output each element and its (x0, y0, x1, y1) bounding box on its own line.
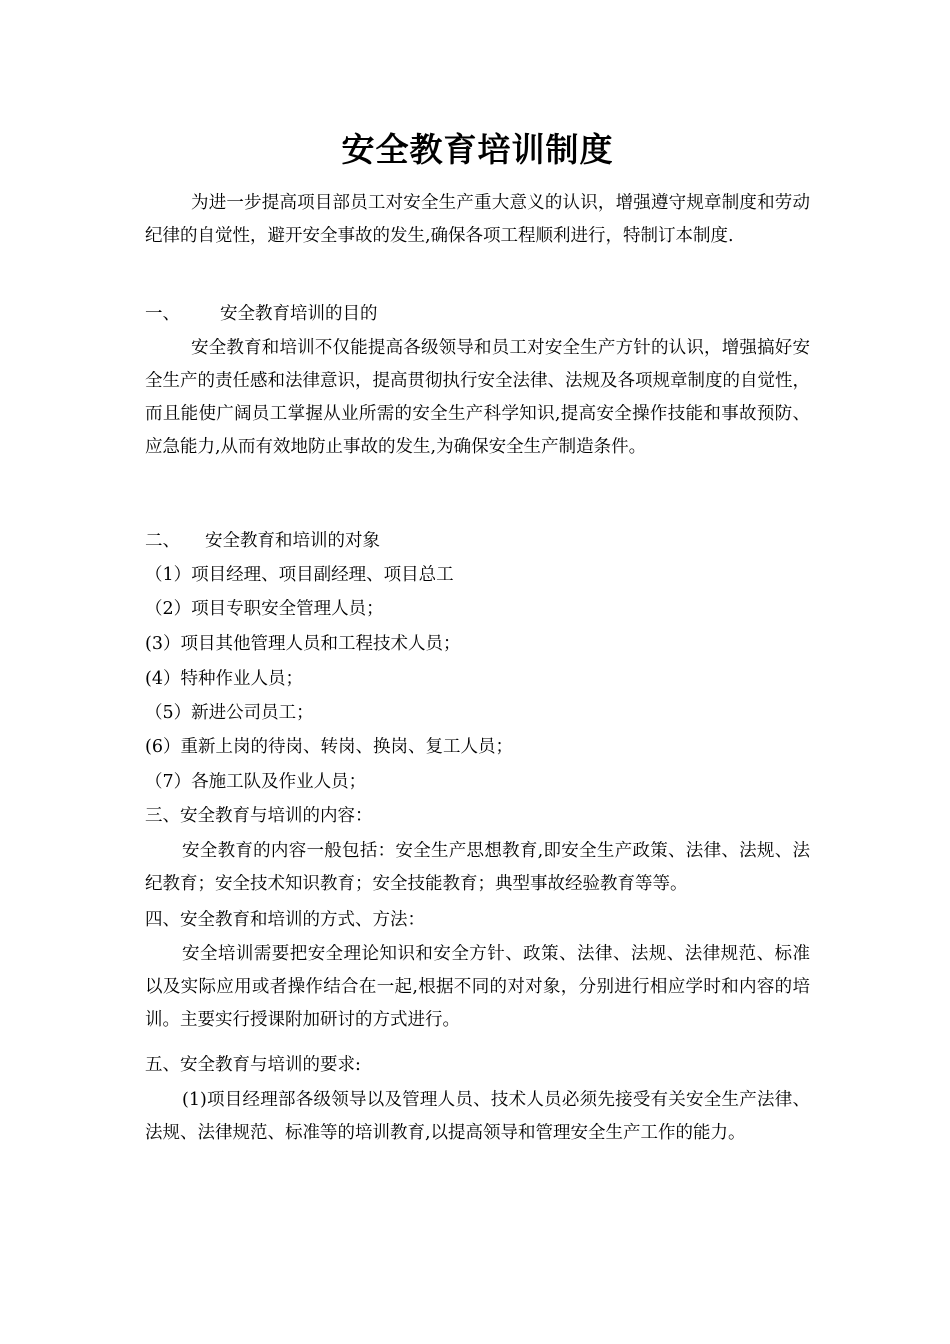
target-item: (4）特种作业人员； (145, 669, 303, 689)
intro-paragraph: 为进一步提高项目部员工对安全生产重大意义的认识，增强遵守规章制度和劳动纪律的自觉性，避开安全事故的发生,确保各项工程顺利进行，特制订本制度. (145, 193, 810, 246)
section-5-heading: 五、安全教育与培训的要求: (145, 1055, 361, 1075)
document-title: 安全教育培训制度 (341, 130, 614, 169)
section-2-title: 安全教育和培训的对象 (205, 531, 380, 551)
section-1-body: 安全教育和培训不仅能提高各级领导和员工对安全生产方针的认识，增强搞好安全生产的责任感和法律意识，提高贯彻执行安全法律、法规及各项规章制度的自觉性，而且能使广阔员工掌握从业所需的安全生产科学知识,提高安全操作技能和事故预防、应急能力,从而有效地防止事故的发生,为确保安全生产制造条件。 (145, 338, 810, 457)
target-item: (3）项目其他管理人员和工程技术人员； (145, 634, 461, 654)
section-2-number: 二、 (145, 531, 180, 551)
section-1-heading (145, 298, 378, 331)
section-1-number: 一、 (145, 304, 180, 324)
target-item: （2）项目专职安全管理人员； (145, 599, 384, 619)
section-1-title: 安全教育培训的目的 (220, 304, 378, 324)
section-3-body: 安全教育的内容一般包括：安全生产思想教育,即安全生产政策、法律、法规、法纪教育；安全技术知识教育；安全技能教育；典型事故经验教育等等。 (145, 841, 810, 894)
section-2-heading (145, 525, 380, 558)
section-3-heading: 三、安全教育与培训的内容： (145, 806, 373, 826)
section-4-heading: 四、安全教育和培训的方式、方法： (145, 910, 425, 930)
target-item: (6）重新上岗的待岗、转岗、换岗、复工人员； (145, 737, 513, 757)
section-5-body: (1)项目经理部各级领导以及管理人员、技术人员必须先接受有关安全生产法律、法规、法律规范、标准等的培训教育,以提高领导和管理安全生产工作的能力。 (145, 1090, 810, 1143)
target-item: （5）新进公司员工； (145, 703, 314, 723)
section-4-body: 安全培训需要把安全理论知识和安全方针、政策、法律、法规、法律规范、标准以及实际应用或者操作结合在一起,根据不同的对对象，分别进行相应学时和内容的培训。主要实行授课附加研讨的方式进行。 (145, 944, 810, 1030)
target-item: （1）项目经理、项目副经理、项目总工 (145, 565, 454, 585)
target-item: （7）各施工队及作业人员； (145, 772, 367, 792)
